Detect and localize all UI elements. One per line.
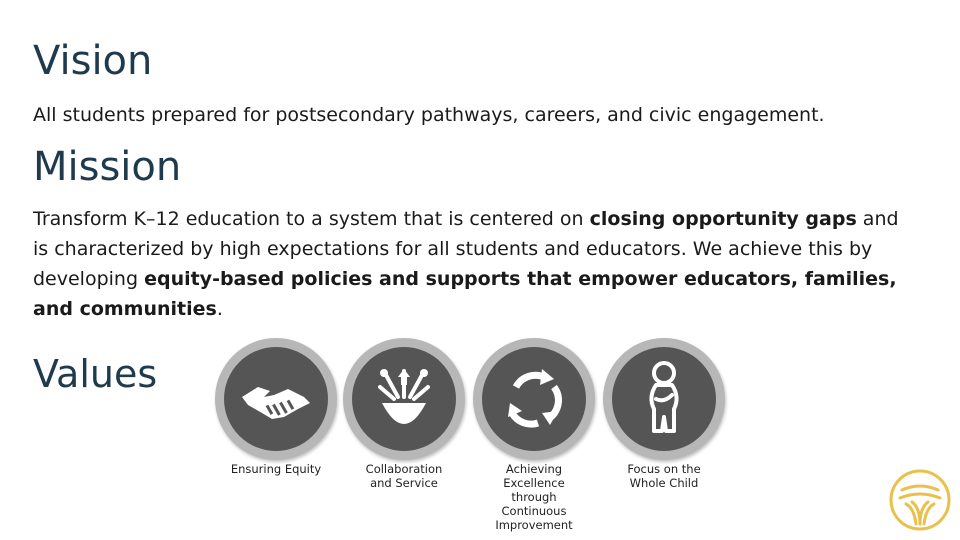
value-achieving-excellence — [473, 338, 595, 532]
value-badge — [215, 338, 337, 460]
mission-emphasis: closing opportunity gaps — [589, 208, 857, 230]
mission-text-part: Transform K–12 education to a system that is centered on — [33, 208, 590, 230]
cycle-arrows-icon — [482, 347, 586, 451]
handshake-icon — [224, 347, 328, 451]
vision-statement: All students prepared for postsecondary pathways, careers, and civic engagement. — [33, 104, 825, 126]
value-label: Ensuring Equity — [230, 462, 322, 476]
value-whole-child — [603, 338, 725, 490]
bowl-hands-icon — [352, 347, 456, 451]
value-ensuring-equity — [215, 338, 337, 476]
values-heading: Values — [33, 352, 158, 396]
value-label: Collaboration and Service — [365, 462, 443, 490]
value-label: Focus on the Whole Child — [627, 462, 701, 490]
value-collaboration-service — [343, 338, 465, 490]
mission-emphasis: equity-based policies and supports that empower educators, families, and communities — [33, 268, 897, 320]
mission-statement — [33, 204, 913, 324]
child-icon — [612, 347, 716, 451]
mission-heading: Mission — [33, 144, 182, 190]
vision-heading: Vision — [33, 38, 153, 84]
value-badge — [603, 338, 725, 460]
mission-text-part: . — [216, 298, 223, 320]
value-badge — [473, 338, 595, 460]
ospi-logo — [888, 468, 952, 532]
value-label: Achieving Excellence through Continuous Improvement — [495, 462, 573, 532]
mission-text-part: and is characterized by high expectations for all students and educators. We achieve this by developing — [33, 208, 899, 290]
value-badge — [343, 338, 465, 460]
